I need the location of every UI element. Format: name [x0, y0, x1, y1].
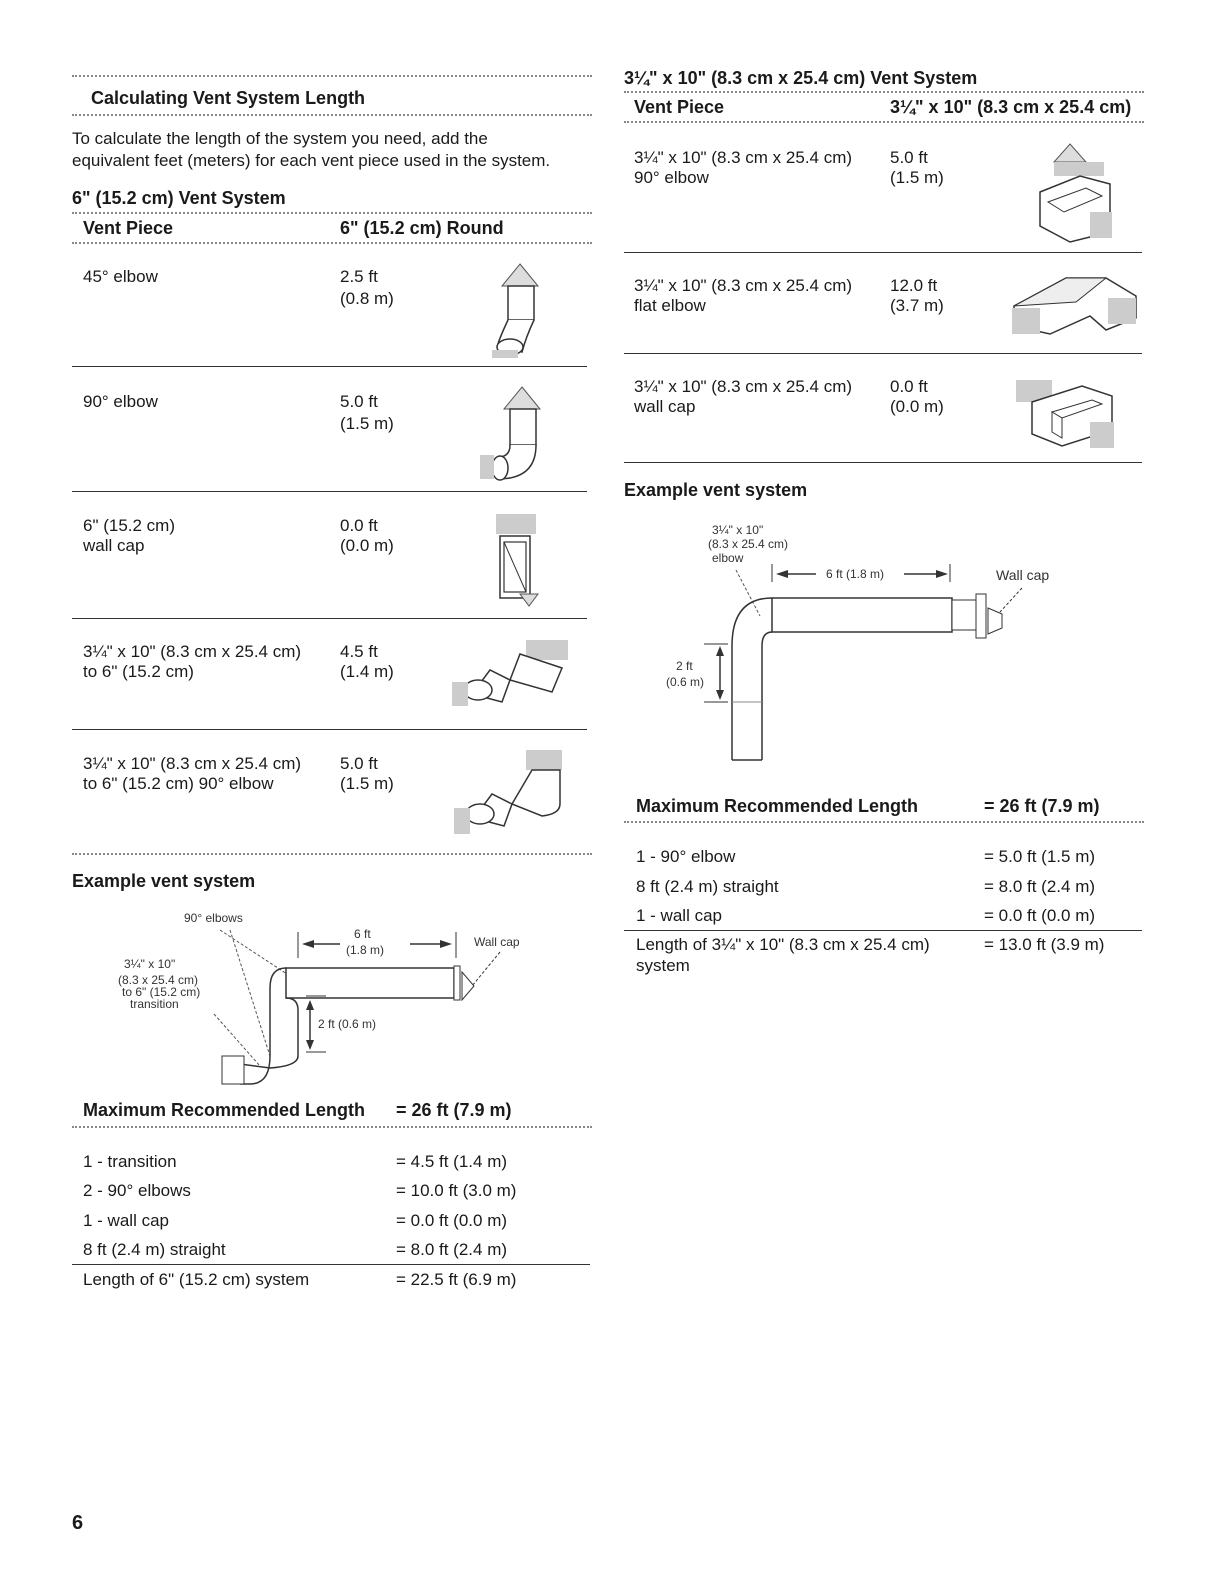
row-divider — [72, 618, 587, 619]
elbow-45-icon — [478, 262, 548, 360]
max-length-value-right: = 26 ft (7.9 m) — [984, 796, 1100, 816]
calc-value: = 5.0 ft (1.5 m) — [984, 847, 1096, 866]
total-value-left: = 22.5 ft (6.9 m) — [396, 1270, 517, 1289]
diagram-label-transition-1: 3¼" x 10" — [124, 957, 176, 971]
section-title: Calculating Vent System Length — [91, 88, 366, 108]
diagram-label-transition-2: (8.3 x 25.4 cm) — [118, 973, 199, 987]
length-ft: 12.0 ft — [890, 276, 938, 295]
example-title-right: Example vent system — [624, 480, 808, 500]
length-ft: 5.0 ft — [340, 754, 378, 773]
intro-line-2: equivalent feet (meters) for each vent piece used in the system. — [72, 151, 551, 170]
length-m: (0.0 m) — [890, 397, 944, 416]
length-ft: 4.5 ft — [340, 642, 378, 661]
length-m: (1.5 m) — [340, 774, 394, 793]
length-m: (3.7 m) — [890, 296, 944, 315]
row-divider — [72, 853, 592, 855]
length-ft: 0.0 ft — [340, 516, 378, 535]
calc-item: 1 - 90° elbow — [636, 847, 736, 866]
vent-piece-line2: wall cap — [634, 397, 696, 416]
length-m: (0.8 m) — [340, 289, 394, 308]
calc-value: = 8.0 ft (2.4 m) — [396, 1240, 508, 1259]
row-divider — [72, 491, 587, 492]
wall-cap-icon — [490, 510, 546, 608]
rect-wall-cap-icon — [1012, 372, 1122, 454]
diagram-label-rise-m: (0.6 m) — [666, 675, 705, 689]
max-length-label-left: Maximum Recommended Length — [83, 1100, 366, 1120]
flat-elbow-icon — [1010, 268, 1140, 340]
row-divider — [624, 462, 1142, 463]
page-number: 6 — [72, 1512, 84, 1534]
length-m: (1.4 m) — [340, 662, 394, 681]
transition-icon — [450, 632, 580, 712]
section-rule-bottom — [72, 114, 592, 116]
vent-piece: 3¼" x 10" (8.3 cm x 25.4 cm) — [634, 148, 853, 167]
col-header-piece: Vent Piece — [83, 218, 174, 238]
vent-piece-line2: 90° elbow — [634, 168, 709, 187]
total-rule-right — [624, 930, 1142, 931]
diagram-label-elbow-3: elbow — [712, 551, 744, 565]
calc-value: = 4.5 ft (1.4 m) — [396, 1152, 508, 1171]
col-header-value-right: 3¼" x 10" (8.3 cm x 25.4 cm) — [890, 97, 1132, 117]
vent-piece: 6" (15.2 cm) — [83, 516, 176, 535]
length-ft: 5.0 ft — [340, 392, 378, 411]
calc-value: = 0.0 ft (0.0 m) — [396, 1211, 508, 1230]
calc-value: = 8.0 ft (2.4 m) — [984, 877, 1096, 896]
calc-item: 8 ft (2.4 m) straight — [83, 1240, 226, 1259]
calc-item: 1 - wall cap — [636, 906, 722, 925]
length-m: (0.0 m) — [340, 536, 394, 555]
example-diagram-rect — [640, 516, 1080, 766]
vent-piece-line2: to 6" (15.2 cm) — [83, 662, 194, 681]
diagram-label-wallcap: Wall cap — [474, 935, 520, 949]
total-item-left: Length of 6" (15.2 cm) system — [83, 1270, 310, 1289]
calc-item: 8 ft (2.4 m) straight — [636, 877, 779, 896]
diagram-label-rise: 2 ft (0.6 m) — [318, 1017, 377, 1031]
transition-elbow-icon — [452, 748, 572, 840]
calc-value: = 10.0 ft (3.0 m) — [396, 1181, 517, 1200]
row-divider — [72, 366, 587, 367]
vent-piece: 3¼" x 10" (8.3 cm x 25.4 cm) — [83, 754, 302, 773]
diagram-label-elbows: 90° elbows — [184, 911, 243, 925]
elbow-90-icon — [478, 385, 548, 483]
max-length-label-right: Maximum Recommended Length — [636, 796, 919, 816]
section-rule-top — [72, 75, 592, 77]
calc-item: 2 - 90° elbows — [83, 1181, 191, 1200]
diagram-label-transition-3: to 6" (15.2 cm) — [122, 985, 201, 999]
diagram-label-length-m: (1.8 m) — [346, 943, 385, 957]
table-header-rule-top — [72, 212, 592, 214]
table-title-rect: 3¼" x 10" (8.3 cm x 25.4 cm) Vent System — [624, 68, 978, 88]
diagram-label-wallcap-right: Wall cap — [996, 567, 1050, 583]
vent-piece-line2: wall cap — [83, 536, 145, 555]
diagram-label-length-ft: 6 ft — [354, 927, 371, 941]
col-header-value: 6" (15.2 cm) Round — [340, 218, 504, 238]
length-ft: 0.0 ft — [890, 377, 928, 396]
calc-item: 1 - transition — [83, 1152, 177, 1171]
length-m: (1.5 m) — [890, 168, 944, 187]
vent-piece: 3¼" x 10" (8.3 cm x 25.4 cm) — [83, 642, 302, 661]
total-item-right: Length of 3¼" x 10" (8.3 cm x 25.4 cm) — [636, 935, 930, 954]
vent-piece: 45° elbow — [83, 267, 158, 286]
diagram-label-elbow-1: 3¼" x 10" — [712, 523, 764, 537]
vent-piece-line2: to 6" (15.2 cm) 90° elbow — [83, 774, 274, 793]
max-length-rule-right — [624, 821, 1144, 823]
intro-line-1: To calculate the length of the system you need, add the — [72, 129, 488, 148]
example-title-left: Example vent system — [72, 871, 256, 891]
right-header-rule-bottom — [624, 121, 1144, 123]
vent-piece-line2: flat elbow — [634, 296, 706, 315]
vent-piece: 90° elbow — [83, 392, 158, 411]
total-rule-left — [72, 1264, 590, 1265]
total-value-right: = 13.0 ft (3.9 m) — [984, 935, 1105, 954]
table-title-6in: 6" (15.2 cm) Vent System — [72, 188, 286, 208]
row-divider — [624, 252, 1142, 253]
example-diagram-6in — [110, 906, 570, 1086]
length-ft: 2.5 ft — [340, 267, 378, 286]
table-header-rule-bottom — [72, 242, 592, 244]
total-item-right-line2: system — [636, 956, 690, 975]
diagram-label-rise-ft: 2 ft — [676, 659, 693, 673]
diagram-label-length: 6 ft (1.8 m) — [826, 567, 885, 581]
calc-value: = 0.0 ft (0.0 m) — [984, 906, 1096, 925]
length-ft: 5.0 ft — [890, 148, 928, 167]
col-header-piece-right: Vent Piece — [634, 97, 725, 117]
diagram-label-elbow-2: (8.3 x 25.4 cm) — [708, 537, 789, 551]
right-header-rule-top — [624, 91, 1144, 93]
rect-elbow-90-icon — [1030, 142, 1120, 244]
vent-piece: 3¼" x 10" (8.3 cm x 25.4 cm) — [634, 276, 853, 295]
calc-item: 1 - wall cap — [83, 1211, 169, 1230]
row-divider — [72, 729, 587, 730]
length-m: (1.5 m) — [340, 414, 394, 433]
max-length-rule-left — [72, 1126, 592, 1128]
max-length-value-left: = 26 ft (7.9 m) — [396, 1100, 512, 1120]
vent-piece: 3¼" x 10" (8.3 cm x 25.4 cm) — [634, 377, 853, 396]
diagram-label-transition-4: transition — [130, 997, 179, 1011]
row-divider — [624, 353, 1142, 354]
